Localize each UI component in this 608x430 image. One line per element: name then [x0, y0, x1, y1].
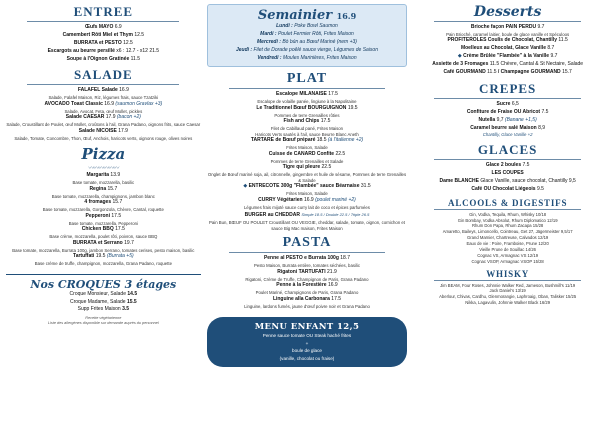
- item-desc: Salade, Falafel Maison, Riz, légumes frais, sauce Tzatziki: [48, 95, 159, 101]
- item-price: 9,7: [496, 116, 504, 123]
- menu-item: [413, 109, 602, 116]
- menu-item: [6, 87, 201, 94]
- menu-item: [413, 186, 602, 193]
- item-name: Café OU Chocolat Liégeois: [471, 185, 536, 192]
- section-plat: [207, 71, 408, 231]
- item-price: 15.7: [112, 199, 123, 206]
- semainier-title-text: Semainier: [257, 8, 333, 23]
- kids-menu-title: MENU ENFANT 12,5: [254, 322, 360, 333]
- item-name: Brioche façon PAIN PERDU: [470, 24, 537, 30]
- item-price: 18.5: [316, 137, 327, 144]
- menu-item: [207, 197, 408, 204]
- item-price: 7.5: [522, 162, 530, 169]
- item-price: 17.5: [111, 212, 122, 219]
- item-desc: Salade, Tomate, Concombre, Thon, Œuf, Anchois, haricots verts, oignons rouge, olives noires: [14, 135, 193, 141]
- menu-item: [413, 178, 602, 185]
- menu-item: [413, 53, 602, 60]
- item-desc: Filet de Cabillaud pané, Frites Maison: [270, 126, 344, 132]
- item-desc: Base tomate, mozzarella, basilic: [72, 180, 135, 186]
- item-name: Moules Marinières, Frites Maison: [282, 54, 357, 61]
- section-semainier: [207, 4, 408, 67]
- item-desc: Onglet de Bœuf mariné soja, ail, citronnelle, gingembre et huile de sésame, Pommes de terre Grenailles & Salade: [207, 172, 407, 183]
- item-desc: Pesto Maison, Burrata entière, tomates séchées, basilic: [253, 263, 360, 269]
- section-entree: [6, 4, 201, 63]
- item-name: Croque Madame, Salade: [69, 298, 126, 305]
- menu-item: [207, 164, 408, 171]
- section-desserts: [413, 4, 602, 77]
- list-item: Eaux de vie : Poire, Framboise, Prune 12/20: [466, 241, 549, 246]
- menu-item: [6, 306, 201, 313]
- list-item: Aberlour, Chivas, Cardhu, Glenmorangie, Laphroaig, Oban, Talisker 15/25: [439, 294, 577, 300]
- item-price: 11.5: [489, 61, 500, 68]
- item-price: 17.5: [115, 226, 125, 233]
- menu-item: [413, 125, 602, 132]
- menu-item: [6, 240, 201, 247]
- item-price: 17.9: [105, 114, 116, 121]
- kids-menu-line3: boule de glace: [292, 348, 322, 354]
- item-price: 6.9: [114, 24, 122, 30]
- item-supplement: (nem +3): [336, 38, 357, 45]
- item-price: 17.5: [331, 295, 342, 302]
- item-price: 12.5: [123, 39, 133, 46]
- item-price: 17.5: [328, 91, 338, 98]
- middle-column: [207, 4, 408, 426]
- menu-item: [6, 172, 201, 179]
- list-item: Gin Bombay, Vodka Absolut, Rhum Diplomatico 12/19: [457, 217, 558, 223]
- menu-item: [207, 269, 408, 276]
- kids-menu-panel: [207, 317, 408, 367]
- menu-item: [6, 40, 201, 47]
- day-label: Jeudi :: [235, 46, 253, 53]
- item-price: 18.7: [340, 255, 351, 262]
- menu-item: [6, 24, 201, 31]
- item-name: Fish and Chips: [283, 118, 320, 125]
- item-desc: Pommes de terre Grenailles et Salade: [270, 158, 344, 164]
- whisky-title: WHISKY: [486, 268, 530, 279]
- list-item: Cognac VSOP, Armagnac VSOP 15/28: [471, 258, 544, 264]
- item-price: 11.5: [558, 37, 568, 44]
- item-price: 9.7: [550, 53, 558, 60]
- day-label: Mardi :: [260, 30, 277, 37]
- section-crepes: [413, 81, 602, 138]
- item-name: LES COUPES: [491, 169, 524, 176]
- item-supplement: (poulet mariné +2): [315, 196, 356, 203]
- croques-title: Nos CROQUES 3 étages: [30, 277, 177, 291]
- item-name: Camembert Rôti Miel et Thym: [62, 31, 133, 38]
- item-price: 16.9: [104, 100, 115, 107]
- section-glaces: [413, 142, 602, 194]
- list-item: Vieille Prune de Souillac 14/26: [479, 246, 537, 252]
- item-desc: Rigatoni, Crème de Truffe, Champignon de Paris, Grana Padano: [245, 276, 369, 282]
- item-name: Tigre qui pleure: [282, 164, 321, 171]
- left-column: [6, 4, 201, 426]
- item-price: 17.5: [320, 118, 331, 125]
- pasta-title: PASTA: [282, 235, 332, 251]
- menu-item: [207, 183, 408, 190]
- divider: [229, 252, 385, 253]
- divider: [434, 98, 581, 99]
- menu-item: [6, 213, 201, 220]
- item-price: 8,9: [538, 124, 546, 131]
- item-price: 11.5: [487, 69, 497, 76]
- menu-item: [212, 47, 403, 54]
- item-name: Œufs MAYO: [84, 24, 114, 30]
- diamond-icon: ◆: [243, 183, 248, 190]
- item-name: Penne à la Forestière: [276, 282, 327, 289]
- menu-item: [6, 253, 201, 260]
- item-name: Tartuffati: [73, 253, 95, 260]
- menu-item: [207, 296, 408, 303]
- item-supplement: (saumon Gravlax +3): [115, 100, 163, 107]
- menu-item: [207, 137, 408, 144]
- menu-item: [6, 291, 201, 298]
- menu-item: [212, 55, 403, 62]
- item-desc: Pain Brioché, caramel laitier, boule de glace vanille et Spéculoos: [446, 31, 570, 37]
- item-name: Dame BLANCHE: [439, 177, 479, 184]
- menu-item: [413, 61, 602, 68]
- divider: [434, 159, 581, 160]
- menu-item: [207, 212, 408, 219]
- item-price: 22.5: [321, 164, 332, 171]
- item-price: 9.7: [537, 24, 545, 30]
- item-price-2: 15.7: [562, 69, 572, 76]
- menu-item: [6, 128, 201, 135]
- desserts-title: Desserts: [473, 4, 542, 20]
- list-item: Jack Daniel's 13/19: [489, 288, 526, 294]
- menu-item: [413, 117, 602, 124]
- item-name: FALAFEL Salade: [77, 87, 118, 94]
- item-desc: Base tomate, mozzarella, Gorgonzola, Chèvre, Cantal, roquette: [42, 207, 164, 213]
- item-supplement: (à l'italienne +2): [327, 137, 364, 144]
- menu-item: [413, 45, 602, 52]
- item-desc: Frites Maison, Salade: [286, 145, 328, 151]
- item-price: 7.5: [541, 108, 549, 115]
- menu-item: [413, 162, 602, 169]
- menu-item: [413, 24, 602, 31]
- item-price: 8.7: [547, 45, 555, 52]
- item-desc: Escalope de volaille panée, lingiune à la Napolitaine: [257, 99, 357, 105]
- pizza-title: Pizza: [81, 145, 126, 164]
- item-name: ENTRECOTE 300g "Flambée" sauce Béarnaise: [248, 183, 360, 190]
- item-supplement: (Banane +1,5): [504, 116, 537, 123]
- kids-menu-line4: (vanille, chocolat ou fraise): [279, 355, 335, 361]
- divider: [434, 209, 581, 210]
- item-name: TARTARE de Bœuf préparé: [250, 137, 316, 144]
- section-salade: [6, 67, 201, 141]
- item-name: Poulet Fermier Rôti, Frites Maison: [277, 30, 354, 37]
- item-desc: Base tomate, mozzarella, Burrata 100g, jambon Serrano, tomates cerises, pesto maison, basilic: [12, 247, 195, 253]
- menu-item: [212, 39, 403, 46]
- menu-item: [212, 23, 403, 30]
- menu-item: [6, 186, 201, 193]
- divider: [434, 280, 581, 281]
- item-price: 15.5: [126, 298, 137, 305]
- semainier-title: [212, 8, 403, 23]
- list-item: Rhum Don Papa, Rhum Zacapa 15/28: [472, 223, 544, 229]
- day-label: Mercredi :: [257, 38, 281, 45]
- right-column: [413, 4, 602, 426]
- allergen-note: Liste des allergènes disponible sur demande auprès du personnel: [47, 321, 159, 326]
- item-name: Bò bún au Bœuf Mariné: [282, 38, 336, 45]
- section-pasta: [207, 235, 408, 309]
- item-desc: Base tomate, mozzarella, champignons, jambon blanc: [51, 193, 155, 199]
- plat-title: PLAT: [286, 71, 328, 87]
- glaces-title: GLACES: [477, 142, 538, 158]
- item-desc: Glace Vanille, sauce chocolat, Chantilly 9,5: [480, 177, 576, 184]
- item-price: 9.5: [536, 185, 544, 192]
- menu-item: [6, 114, 201, 121]
- crepes-supplements: Chantilly, Glace Vanille +2: [482, 132, 533, 138]
- item-price: 6,5: [511, 100, 519, 107]
- item-desc: Chèvre, Cantal & St Nectaire, Salade: [500, 61, 584, 68]
- item-price: 22.5: [335, 150, 346, 157]
- item-name: Soupe à l'Oignon Gratinée: [66, 55, 130, 62]
- item-name: Café GOURMAND: [443, 69, 486, 76]
- day-label: Vendredi :: [257, 54, 282, 61]
- item-price: 13.9: [110, 172, 121, 179]
- item-desc: Base crème, mozzarella, poulet rôti, poivron, sauce BBQ: [49, 234, 158, 240]
- item-name: 4 fromages: [84, 199, 112, 206]
- item-name: Escalope MILANAISE: [275, 91, 327, 98]
- kids-menu-line1: Penne sauce tomate OU Steak haché frites: [262, 333, 352, 339]
- item-name: Caramel beurre salé Maison: [470, 124, 537, 131]
- item-name: Rigatoni TARTUFATI: [277, 268, 326, 275]
- item-price: 31.5: [360, 183, 371, 190]
- item-price: 19.5: [347, 104, 358, 111]
- item-price: 17.9: [118, 127, 128, 134]
- menu-item: [207, 118, 408, 125]
- section-whisky: [413, 269, 602, 307]
- item-supplement: (bacon +2): [116, 114, 141, 121]
- menu-item: [6, 299, 201, 306]
- diamond-icon: ◆: [457, 53, 462, 60]
- semainier-price: 16.9: [336, 11, 357, 21]
- list-item: Cognac VS, Armagnac VS 12/19: [477, 252, 539, 258]
- item-price: 14.5: [127, 290, 138, 297]
- item-name: Pepperoni: [85, 212, 110, 219]
- item-name: Sucre: [496, 100, 511, 107]
- subsection-label: [413, 170, 602, 177]
- menu-item: [413, 69, 602, 76]
- list-item: Gin, Vodka, Tequila, Rhum, Whisky 10/18: [469, 211, 547, 217]
- day-label: Lundi :: [276, 23, 293, 29]
- item-name: Supp Frites Maison: [77, 306, 121, 313]
- divider: [27, 21, 179, 22]
- item-name: AVOCADO Toast Classic: [44, 100, 103, 107]
- item-price: 16.9: [327, 282, 338, 289]
- item-desc: Salade, Avocat, Feta, œuf Mollet, pickles: [64, 108, 143, 114]
- menu-item: [207, 255, 408, 262]
- menu-item: [207, 151, 408, 158]
- kids-menu-plus: +: [305, 340, 309, 346]
- wave-divider-icon: 〰〰〰〰〰〰: [88, 166, 119, 173]
- entree-title: ENTREE: [73, 4, 134, 19]
- menu-item: [207, 282, 408, 289]
- item-desc: Pommes de terre Grenailles rôties: [274, 112, 340, 118]
- list-item: Grand Marnier, Chartreuse, Calvados 12/19: [467, 235, 549, 241]
- item-supplement: / Champagne GOURMAND: [497, 69, 561, 76]
- item-price: 3.5: [122, 306, 130, 313]
- divider: [434, 21, 581, 22]
- menu-item: [6, 56, 201, 63]
- menu-item: [413, 101, 602, 108]
- item-price: x6 : 12.7 - x12 21.5: [116, 47, 160, 54]
- list-item: Amaretto, Baileys, Limoncello, Cointreau, Get 27, Jägermeister 9,5/17: [442, 229, 573, 235]
- item-price: 12.5: [134, 31, 145, 38]
- list-item: Jim BEAM, Four Roses, Johnnie Walker Red, Jameson, Bushmill's 11/19: [440, 282, 576, 288]
- divider: [27, 84, 179, 85]
- item-name: Le Traditionnel Bœuf BOURGUIGNON: [256, 104, 347, 111]
- item-name: PROFITEROLES Coulis de Chocolat, Chantilly: [447, 37, 557, 44]
- alcools-title: ALCOOLS & DIGESTIFS: [448, 197, 568, 208]
- item-desc-extra: Haricots Verts sautés à l'ail, sauce Beurre Blanc Aneth: [255, 131, 359, 137]
- item-name: Glace 2 boules: [485, 162, 522, 169]
- divider: [229, 88, 385, 89]
- item-name: Salade CAESAR: [65, 114, 105, 121]
- item-desc: Base crème de truffe, champignon, mozzarella, Grana Padano, roquette: [34, 261, 172, 267]
- item-price: 15.7: [107, 185, 118, 192]
- item-name: Regina: [89, 185, 107, 192]
- menu-item: [207, 105, 408, 112]
- section-pizza: [6, 145, 201, 266]
- item-desc: Base tomate, mozzarella, Pepperoni: [68, 220, 138, 226]
- item-name: Croque Monsieur, Salade: [69, 290, 126, 297]
- menu-item: [207, 91, 408, 98]
- item-desc: Légumes frais mijoté sauce curry lait de coco et épices parfumées: [244, 204, 370, 210]
- item-name: Penne al PESTO e Burrata 100g: [263, 255, 339, 262]
- item-name: Confiture de Fraise OU Abricot: [466, 108, 541, 115]
- item-name: Poke Bowl Saumon: [294, 23, 338, 29]
- menu-item: [6, 32, 201, 39]
- item-price: 19.7: [124, 239, 134, 246]
- item-desc: Pain Bun, BŒUF OU POULET Croustillant OU VEGGIE, cheddar, salade, tomate, oignon, cornichon et sauce Big Mac maison, Frites Maison: [208, 220, 405, 231]
- item-price: 21.9: [327, 268, 337, 275]
- menu-item: [6, 48, 201, 55]
- item-name: CURRY Végétarien: [258, 196, 303, 203]
- item-price: 11.5: [130, 55, 141, 62]
- item-name: Cuisse de CANARD Confite: [268, 150, 335, 157]
- item-name: Linguine alla Carbonara: [272, 295, 330, 302]
- item-name: BURRATA et PESTO: [73, 39, 122, 46]
- item-name: Filet de Dorade poêlé sauce vierge, Légumes de Saison: [253, 46, 378, 53]
- item-name: BURRATA et Serrano: [72, 239, 123, 246]
- salade-title: SALADE: [73, 67, 133, 83]
- vegetarian-note: Recette végétarienne: [85, 316, 122, 321]
- item-name: Margarita: [86, 172, 110, 179]
- menu-item: [6, 226, 201, 233]
- item-name: Salade NICOISE: [78, 127, 117, 134]
- menu-item: [212, 31, 403, 38]
- item-name: Assiette de 3 Fromages: [432, 61, 489, 68]
- item-name: Crème Brûlée "Flambée" à la Vanille: [463, 53, 550, 60]
- menu-item: [6, 101, 201, 108]
- item-name: Escargots au beurre persillé: [47, 47, 115, 54]
- item-supplement: Simple 18.5 / Double 22.5 / Triple 26.5: [301, 212, 370, 218]
- item-price: 16.9: [119, 87, 129, 94]
- section-alcools: [413, 198, 602, 265]
- section-croques: [6, 274, 201, 327]
- item-desc: Linguine, lardons fumés, jaune d'œuf poivre noir et Grana Padano: [244, 303, 370, 309]
- crepes-title: CREPES: [479, 80, 537, 96]
- menu-item: [6, 199, 201, 206]
- item-price: 16.9: [303, 196, 314, 203]
- item-supplement: (Burrata +5): [106, 253, 134, 260]
- item-name: BURGER au CHEDDAR: [244, 212, 300, 219]
- menu-item: [413, 37, 602, 44]
- item-name: Moelleux au Chocolat, Glace Vanille: [460, 45, 546, 52]
- item-desc: Salade, Croustillant de Poulet, œuf Mollet, croûtons à l'ail, Grana Padano, oignons frits, sauce Caesar: [6, 122, 201, 128]
- item-desc: Frites Maison, Salade: [286, 191, 328, 197]
- item-name: Chicken BBQ: [81, 226, 114, 233]
- item-name: Nutella: [478, 116, 496, 123]
- item-price: 19.5: [95, 253, 106, 260]
- list-item: Nikka, Lagavulin, Johnnie Walker Black 16/29: [465, 300, 551, 306]
- item-desc: Poulet Mariné, Champignons de Paris, Grana Padano: [255, 290, 359, 296]
